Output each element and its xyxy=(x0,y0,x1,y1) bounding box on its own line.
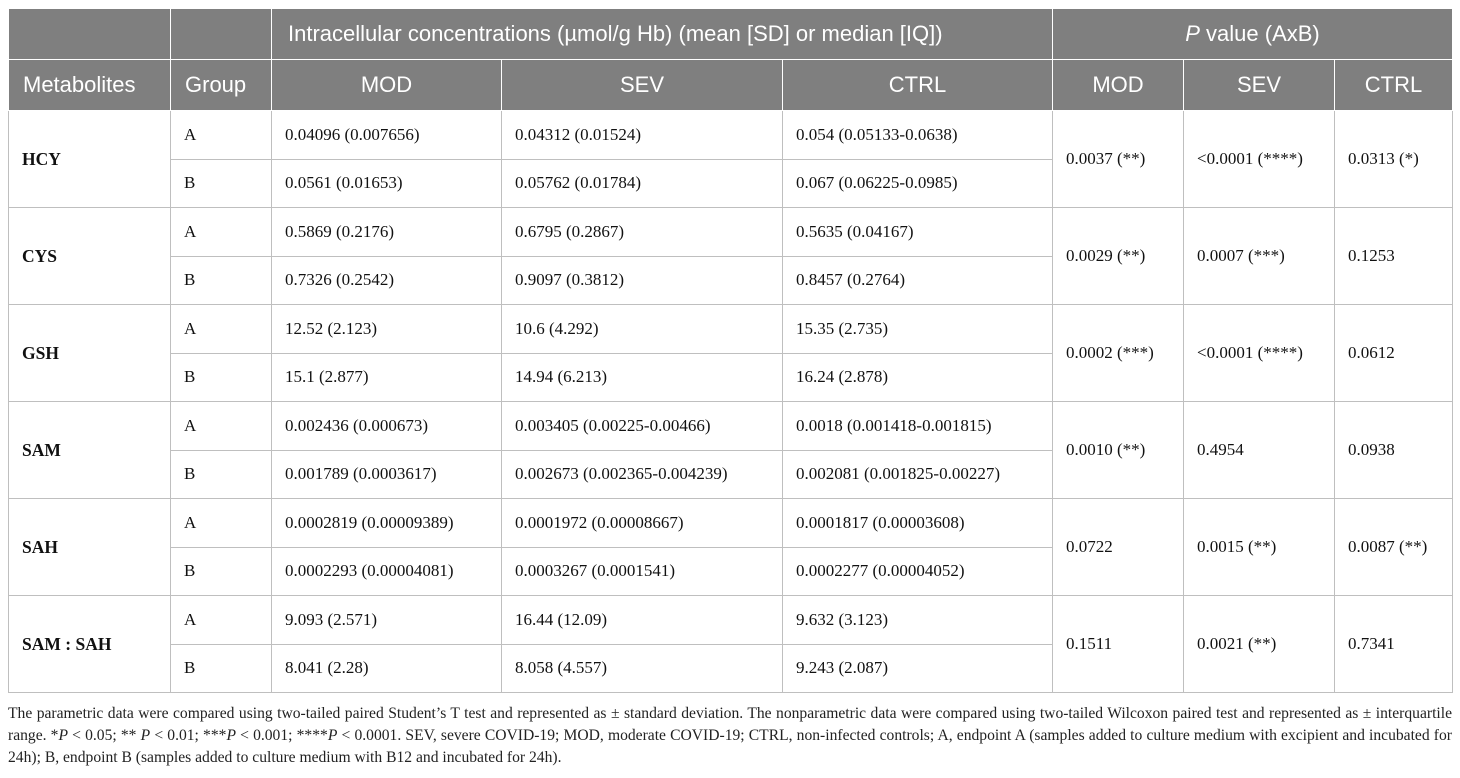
group-cell: B xyxy=(171,353,272,402)
footnote-part4: < 0.001; **** xyxy=(235,727,328,744)
header-row-1 xyxy=(9,9,1453,60)
footnote-part3: < 0.01; *** xyxy=(150,727,227,744)
conc-ctrl-cell: 0.067 (0.06225-0.0985) xyxy=(783,159,1053,208)
p-mod-cell: 0.0002 (***) xyxy=(1053,305,1184,402)
conc-mod-cell: 0.0002293 (0.00004081) xyxy=(272,547,502,596)
group-cell: A xyxy=(171,402,272,451)
metabolite-name: SAM xyxy=(9,402,171,499)
footnote-p1: P xyxy=(58,727,69,744)
p-ctrl-cell: 0.7341 xyxy=(1335,596,1453,693)
conc-mod-cell: 0.7326 (0.2542) xyxy=(272,256,502,305)
p-ctrl-cell: 0.0612 xyxy=(1335,305,1453,402)
p-ctrl-cell: 0.0087 (**) xyxy=(1335,499,1453,596)
conc-mod-cell: 12.52 (2.123) xyxy=(272,305,502,354)
group-cell: B xyxy=(171,450,272,499)
footnote-part1: The parametric data were compared using two-tailed paired Student’s T test and represented as ± standard deviation. The nonparametric data were compared using two-tailed Wilcoxon paired test and represented as ± interquartile range. * xyxy=(8,705,1452,744)
conc-mod-cell: 0.5869 (0.2176) xyxy=(272,208,502,257)
group-cell: B xyxy=(171,159,272,208)
table-row xyxy=(9,208,1453,257)
group-cell: A xyxy=(171,499,272,548)
header-conc-ctrl: CTRL xyxy=(783,60,1053,111)
table-row xyxy=(9,499,1453,548)
conc-sev-cell: 14.94 (6.213) xyxy=(502,353,783,402)
table-row xyxy=(9,111,1453,160)
header-p-mod: MOD xyxy=(1053,60,1184,111)
header-row-2 xyxy=(9,60,1453,111)
p-sev-cell: 0.0007 (***) xyxy=(1184,208,1335,305)
conc-sev-cell: 0.04312 (0.01524) xyxy=(502,111,783,160)
p-sev-cell: <0.0001 (****) xyxy=(1184,305,1335,402)
conc-ctrl-cell: 0.0018 (0.001418-0.001815) xyxy=(783,402,1053,451)
header-conc-sev: SEV xyxy=(502,60,783,111)
conc-ctrl-cell: 9.632 (3.123) xyxy=(783,596,1053,645)
conc-ctrl-cell: 0.8457 (0.2764) xyxy=(783,256,1053,305)
p-mod-cell: 0.0722 xyxy=(1053,499,1184,596)
conc-sev-cell: 0.003405 (0.00225-0.00466) xyxy=(502,402,783,451)
table-row xyxy=(9,305,1453,354)
conc-mod-cell: 0.0002819 (0.00009389) xyxy=(272,499,502,548)
p-sev-cell: 0.0021 (**) xyxy=(1184,596,1335,693)
table-header xyxy=(9,9,1453,111)
header-metabolites: Metabolites xyxy=(9,60,171,111)
conc-sev-cell: 8.058 (4.557) xyxy=(502,644,783,693)
metabolite-name: SAH xyxy=(9,499,171,596)
group-cell: B xyxy=(171,547,272,596)
conc-ctrl-cell: 0.002081 (0.001825-0.00227) xyxy=(783,450,1053,499)
conc-mod-cell: 0.001789 (0.0003617) xyxy=(272,450,502,499)
p-sev-cell: 0.4954 xyxy=(1184,402,1335,499)
table-row xyxy=(9,596,1453,645)
group-cell: B xyxy=(171,256,272,305)
group-cell: A xyxy=(171,305,272,354)
p-mod-cell: 0.0010 (**) xyxy=(1053,402,1184,499)
header-p-ctrl: CTRL xyxy=(1335,60,1453,111)
header-p-value xyxy=(1053,9,1453,60)
header-group: Group xyxy=(171,60,272,111)
p-ctrl-cell: 0.0938 xyxy=(1335,402,1453,499)
footnote-p2: P xyxy=(140,727,151,744)
conc-mod-cell: 0.002436 (0.000673) xyxy=(272,402,502,451)
group-cell: B xyxy=(171,644,272,693)
p-mod-cell: 0.0029 (**) xyxy=(1053,208,1184,305)
conc-sev-cell: 0.0003267 (0.0001541) xyxy=(502,547,783,596)
header-p-sev: SEV xyxy=(1184,60,1335,111)
header-concentrations: Intracellular concentrations (µmol/g Hb) (mean [SD] or median [IQ]) xyxy=(272,9,1053,60)
header-blank-group xyxy=(171,9,272,60)
table-body xyxy=(9,111,1453,693)
conc-sev-cell: 10.6 (4.292) xyxy=(502,305,783,354)
conc-ctrl-cell: 0.0002277 (0.00004052) xyxy=(783,547,1053,596)
p-sev-cell: 0.0015 (**) xyxy=(1184,499,1335,596)
metabolite-name: HCY xyxy=(9,111,171,208)
header-conc-mod: MOD xyxy=(272,60,502,111)
group-cell: A xyxy=(171,596,272,645)
metabolite-name: CYS xyxy=(9,208,171,305)
group-cell: A xyxy=(171,111,272,160)
group-cell: A xyxy=(171,208,272,257)
metabolite-name: SAM : SAH xyxy=(9,596,171,693)
conc-ctrl-cell: 16.24 (2.878) xyxy=(783,353,1053,402)
footnote-p4: P xyxy=(327,727,338,744)
header-blank-metabolites xyxy=(9,9,171,60)
conc-sev-cell: 0.002673 (0.002365-0.004239) xyxy=(502,450,783,499)
footnote-part2: < 0.05; ** xyxy=(68,727,141,744)
conc-ctrl-cell: 0.0001817 (0.00003608) xyxy=(783,499,1053,548)
table-row xyxy=(9,402,1453,451)
header-p-italic: P xyxy=(1185,21,1200,46)
conc-mod-cell: 9.093 (2.571) xyxy=(272,596,502,645)
conc-ctrl-cell: 15.35 (2.735) xyxy=(783,305,1053,354)
header-p-rest: value (AxB) xyxy=(1199,21,1320,46)
conc-mod-cell: 0.04096 (0.007656) xyxy=(272,111,502,160)
conc-mod-cell: 8.041 (2.28) xyxy=(272,644,502,693)
conc-sev-cell: 0.0001972 (0.00008667) xyxy=(502,499,783,548)
metabolite-name: GSH xyxy=(9,305,171,402)
footnote-p3: P xyxy=(226,727,236,744)
conc-ctrl-cell: 0.5635 (0.04167) xyxy=(783,208,1053,257)
table-footnote xyxy=(8,703,1452,769)
conc-mod-cell: 15.1 (2.877) xyxy=(272,353,502,402)
p-sev-cell: <0.0001 (****) xyxy=(1184,111,1335,208)
p-ctrl-cell: 0.0313 (*) xyxy=(1335,111,1453,208)
conc-sev-cell: 0.6795 (0.2867) xyxy=(502,208,783,257)
conc-ctrl-cell: 0.054 (0.05133-0.0638) xyxy=(783,111,1053,160)
p-ctrl-cell: 0.1253 xyxy=(1335,208,1453,305)
conc-sev-cell: 16.44 (12.09) xyxy=(502,596,783,645)
table-container xyxy=(8,8,1452,769)
conc-sev-cell: 0.05762 (0.01784) xyxy=(502,159,783,208)
p-mod-cell: 0.0037 (**) xyxy=(1053,111,1184,208)
conc-sev-cell: 0.9097 (0.3812) xyxy=(502,256,783,305)
p-mod-cell: 0.1511 xyxy=(1053,596,1184,693)
footnote-part5: < 0.0001. SEV, severe COVID-19; MOD, moderate COVID-19; CTRL, non-infected controls; A, endpoint A (samples added to culture medium with excipient and incubated for 24h); B, endpoint B (samples added to culture medium with B12 and incubated for 24h). xyxy=(8,727,1452,766)
metabolites-table xyxy=(8,8,1453,693)
conc-mod-cell: 0.0561 (0.01653) xyxy=(272,159,502,208)
conc-ctrl-cell: 9.243 (2.087) xyxy=(783,644,1053,693)
